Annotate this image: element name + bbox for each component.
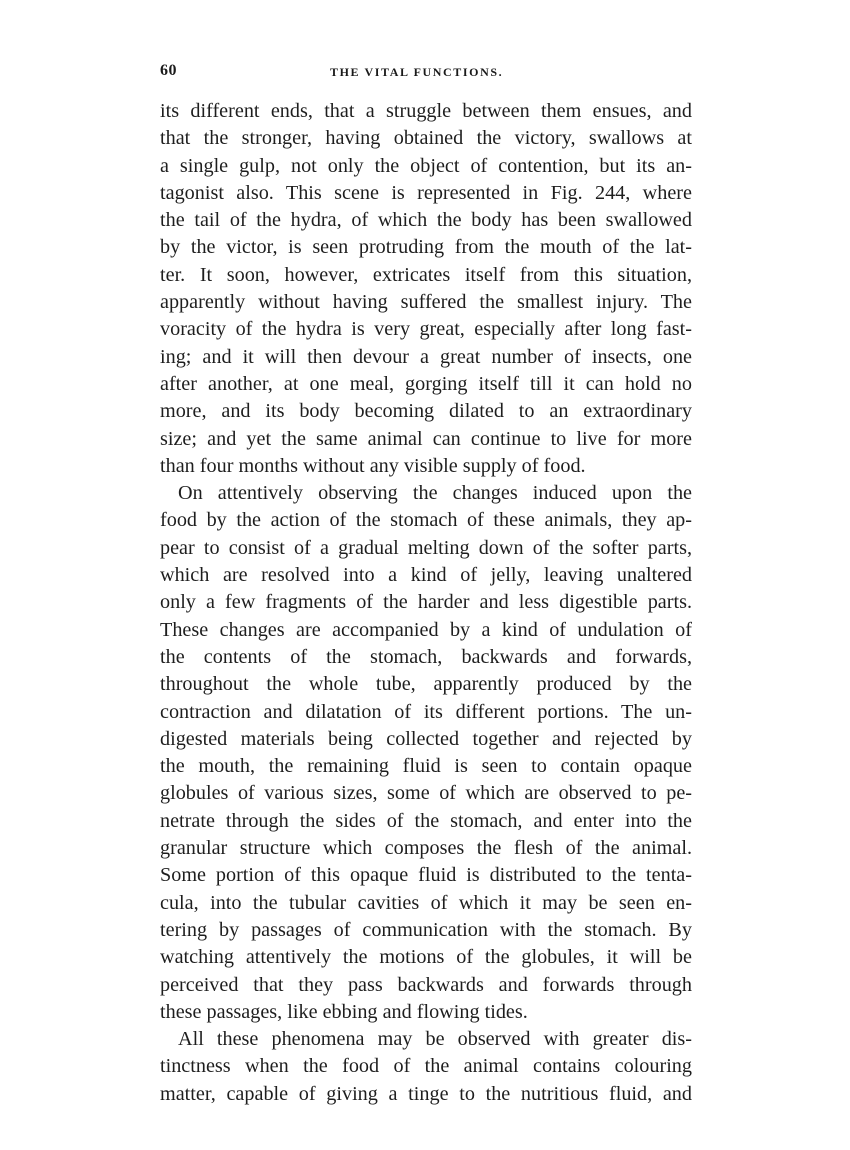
text-line: tinctness when the food of the animal contains colouring [160,1055,692,1078]
text-line: voracity of the hydra is very great, especially after long fast- [160,318,692,341]
text-line: tering by passages of communication with the stomach. By [160,918,692,941]
text-line: pear to consist of a gradual melting down of the softer parts, [160,536,692,559]
text-line: which are resolved into a kind of jelly, leaving unaltered [160,564,692,587]
text-line: more, and its body becoming dilated to an extraordinary [160,400,692,423]
text-line: the mouth, the remaining fluid is seen to contain opaque [160,755,692,778]
text-line: Some portion of this opaque fluid is distributed to the tenta- [160,864,692,887]
text-line: the contents of the stomach, backwards and forwards, [160,645,692,668]
text-line: food by the action of the stomach of these animals, they ap- [160,509,692,532]
text-line: globules of various sizes, some of which are observed to pe- [160,782,692,805]
text-line: On attentively observing the changes induced upon the [178,482,692,505]
text-line: granular structure which composes the flesh of the animal. [160,837,692,860]
text-line: that the stronger, having obtained the victory, swallows at [160,127,692,150]
text-line: these passages, like ebbing and flowing tides. [160,1000,528,1023]
body-text [160,98,692,1108]
text-line: only a few fragments of the harder and less digestible parts. [160,591,692,614]
text-line: watching attentively the motions of the globules, it will be [160,946,692,969]
text-line: throughout the whole tube, apparently produced by the [160,673,692,696]
text-line: All these phenomena may be observed with greater dis- [178,1028,692,1051]
text-line: netrate through the sides of the stomach, and enter into the [160,809,692,832]
text-line: digested materials being collected together and rejected by [160,727,692,750]
text-line: matter, capable of giving a tinge to the nutritious fluid, and [160,1082,692,1105]
text-line: These changes are accompanied by a kind of undulation of [160,618,692,641]
text-line: contraction and dilatation of its different portions. The un- [160,700,692,723]
text-line: the tail of the hydra, of which the body has been swallowed [160,209,692,232]
running-title: THE VITAL FUNCTIONS. [330,65,504,79]
text-line: tagonist also. This scene is represented in Fig. 244, where [160,181,692,204]
page-number: 60 [160,62,177,79]
text-line: cula, into the tubular cavities of which it may be seen en- [160,891,692,914]
running-head [160,62,692,82]
text-line: ing; and it will then devour a great number of insects, one [160,345,692,368]
text-line: than four months without any visible supply of food. [160,454,586,477]
text-line: ter. It soon, however, extricates itself from this situation, [160,263,692,286]
text-line: perceived that they pass backwards and forwards through [160,973,692,996]
text-line: size; and yet the same animal can continue to live for more [160,427,692,450]
text-line: a single gulp, not only the object of contention, but its an- [160,154,692,177]
text-line: its different ends, that a struggle between them ensues, and [160,100,692,122]
text-line: after another, at one meal, gorging itself till it can hold no [160,372,692,395]
text-line: by the victor, is seen protruding from the mouth of the lat- [160,236,692,259]
text-line: apparently without having suffered the smallest injury. The [160,291,692,314]
